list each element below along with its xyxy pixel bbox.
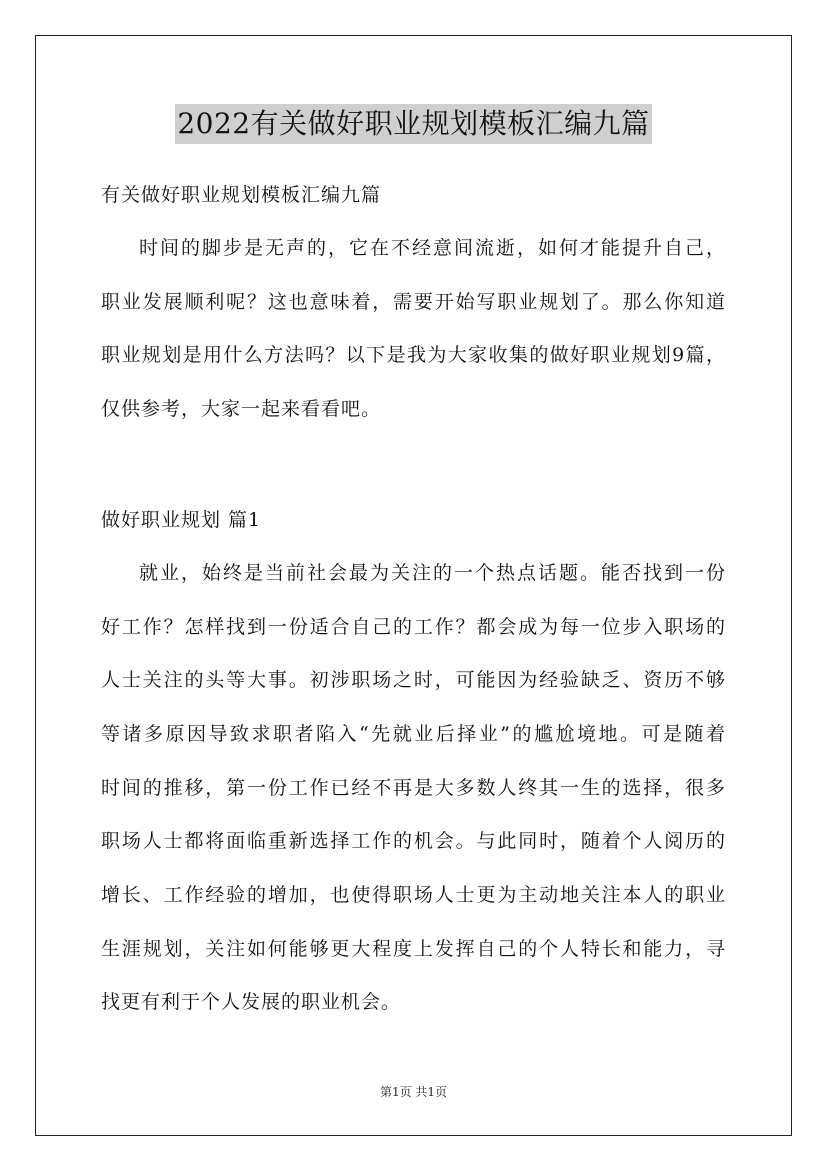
section-line-3: 人士关注的头等大事。初涉职场之时，可能因为经验缺乏、资历不够	[101, 669, 726, 691]
section-line-6: 职场人士都将面临重新选择工作的机会。与此同时，随着个人阅历的	[101, 830, 726, 852]
intro-line-4: 仅供参考，大家一起来看看吧。	[101, 398, 382, 420]
section-line-8: 生涯规划，关注如何能够更大程度上发挥自己的个人特长和能力，寻	[101, 938, 726, 960]
section-line-1: 就业，始终是当前社会最为关注的一个热点话题。能否找到一份	[139, 562, 726, 584]
section-line-2: 好工作？怎样找到一份适合自己的工作？都会成为每一位步入职场的	[101, 616, 726, 638]
section-line-7: 增长、工作经验的增加，也使得职场人士更为主动地关注本人的职业	[101, 884, 726, 906]
document-subtitle: 有关做好职业规划模板汇编九篇	[101, 184, 382, 206]
intro-line-3: 职业规划是用什么方法吗？以下是我为大家收集的做好职业规划9篇，	[101, 344, 726, 366]
intro-line-2: 职业发展顺利呢？这也意味着，需要开始写职业规划了。那么你知道	[101, 291, 726, 313]
section-line-9: 找更有利于个人发展的职业机会。	[101, 991, 402, 1013]
section-heading: 做好职业规划 篇1	[101, 509, 262, 531]
section-line-4: 等诸多原因导致求职者陷入“先就业后择业”的尴尬境地。可是随着	[101, 723, 726, 745]
document-title: 2022有关做好职业规划模板汇编九篇	[175, 104, 651, 144]
section-line-5: 时间的推移，第一份工作已经不再是大多数人终其一生的选择，很多	[101, 777, 726, 799]
page-footer: 第1页 共1页	[379, 1085, 448, 1099]
intro-line-1: 时间的脚步是无声的，它在不经意间流逝，如何才能提升自己，	[139, 237, 726, 259]
title-container	[0, 104, 827, 144]
